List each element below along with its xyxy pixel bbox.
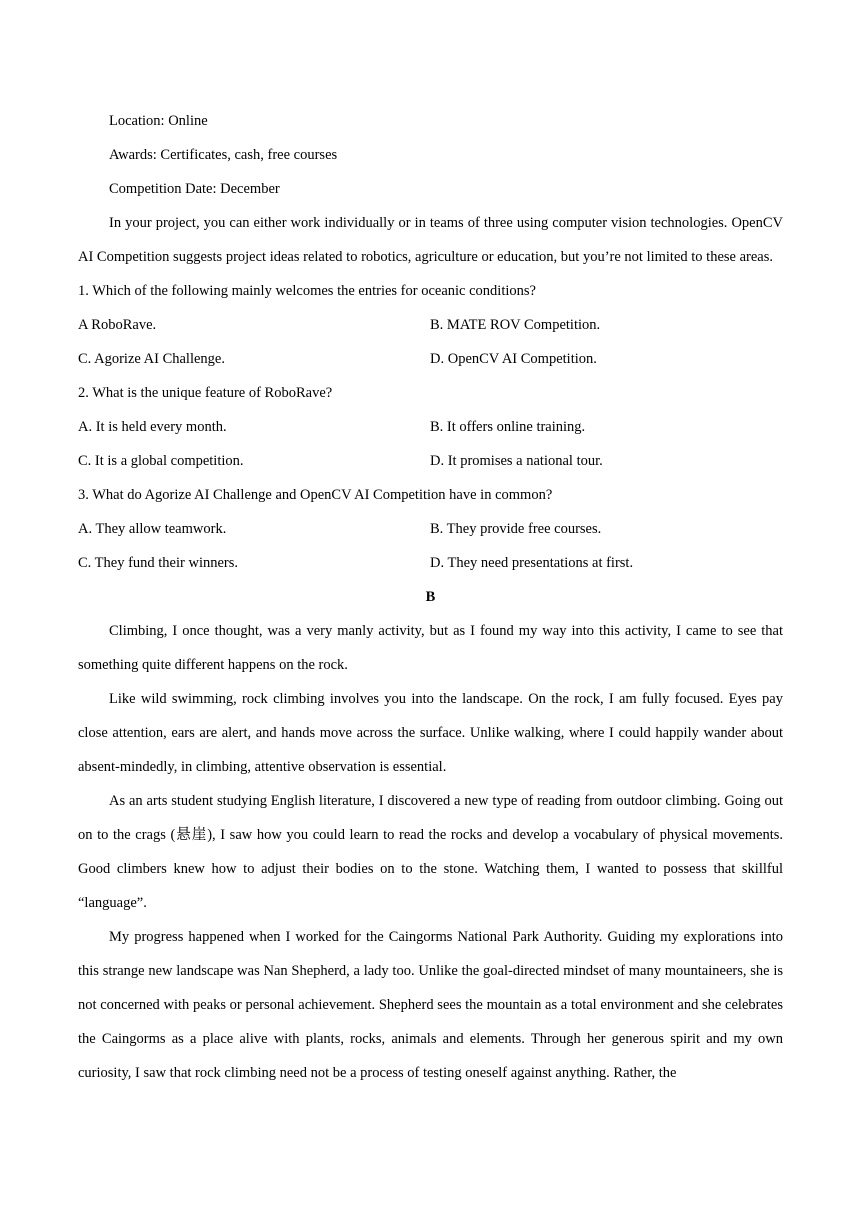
question-3-option-a: A. They allow teamwork. [78, 521, 227, 537]
question-2-option-b: B. It offers online training. [430, 419, 586, 435]
project-paragraph: In your project, you can either work individually or in teams of three using computer vision technologies. OpenCV AI Competition suggests project ideas related to robotics, agriculture or education, but you’re not limited to these areas. [78, 215, 783, 265]
question-2-option-d: D. It promises a national tour. [430, 453, 603, 469]
question-3-stem: 3. What do Agorize AI Challenge and OpenCV AI Competition have in common? [78, 487, 553, 503]
question-1-option-b: B. MATE ROV Competition. [430, 317, 601, 333]
section-b-paragraph-4: My progress happened when I worked for the Caingorms National Park Authority. Guiding my explorations into this strange new landscape was Nan Shepherd, a lady too. Unlike the goal-directed mindset of many mountaineers, she is not concerned with peaks or personal achievement. Shepherd sees the mountain as a total environment and she celebrates the Caingorms as a place alive with plants, rocks, animals and elements. Through her generous spirit and my own curiosity, I saw that rock climbing need not be a process of testing oneself against anything. Rather, the [78, 929, 783, 1081]
section-b-paragraph-2: Like wild swimming, rock climbing involves you into the landscape. On the rock, I am fully focused. Eyes pay close attention, ears are alert, and hands move across the surface. Unlike walking, where I could happily wander about absent-mindedly, in climbing, attentive observation is essential. [78, 691, 783, 775]
page-content [78, 104, 783, 1090]
section-b-heading: B [425, 589, 436, 605]
question-3-options-row-1 [78, 512, 783, 546]
section-b-paragraph-3: As an arts student studying English literature, I discovered a new type of reading from outdoor climbing. Going out on to the crags (悬崖), I saw how you could learn to read the rocks and develop a vocabulary of physical movements. Good climbers knew how to adjust their bodies on to the stone. Watching them, I wanted to possess that skillful “language”. [78, 793, 783, 911]
question-1-option-c: C. Agorize AI Challenge. [78, 351, 225, 367]
question-2-option-a: A. It is held every month. [78, 419, 227, 435]
question-2-stem: 2. What is the unique feature of RoboRave? [78, 385, 333, 401]
awards-line: Awards: Certificates, cash, free courses [109, 147, 338, 163]
question-1-stem: 1. Which of the following mainly welcomes the entries for oceanic conditions? [78, 283, 536, 299]
question-1-option-a: A RoboRave. [78, 317, 157, 333]
competition-date-line: Competition Date: December [109, 181, 280, 197]
question-2-options-row-2 [78, 444, 783, 478]
section-b-paragraph-1: Climbing, I once thought, was a very manly activity, but as I found my way into this activity, I came to see that something quite different happens on the rock. [78, 623, 783, 673]
question-3-option-d: D. They need presentations at first. [430, 555, 634, 571]
question-1-option-d: D. OpenCV AI Competition. [430, 351, 597, 367]
question-2-option-c: C. It is a global competition. [78, 453, 244, 469]
question-3-options-row-2 [78, 546, 783, 580]
question-3-option-c: C. They fund their winners. [78, 555, 239, 571]
question-1-options-row-1 [78, 308, 783, 342]
question-3-option-b: B. They provide free courses. [430, 521, 602, 537]
question-1-options-row-2 [78, 342, 783, 376]
question-2-options-row-1 [78, 410, 783, 444]
location-line: Location: Online [109, 113, 208, 129]
